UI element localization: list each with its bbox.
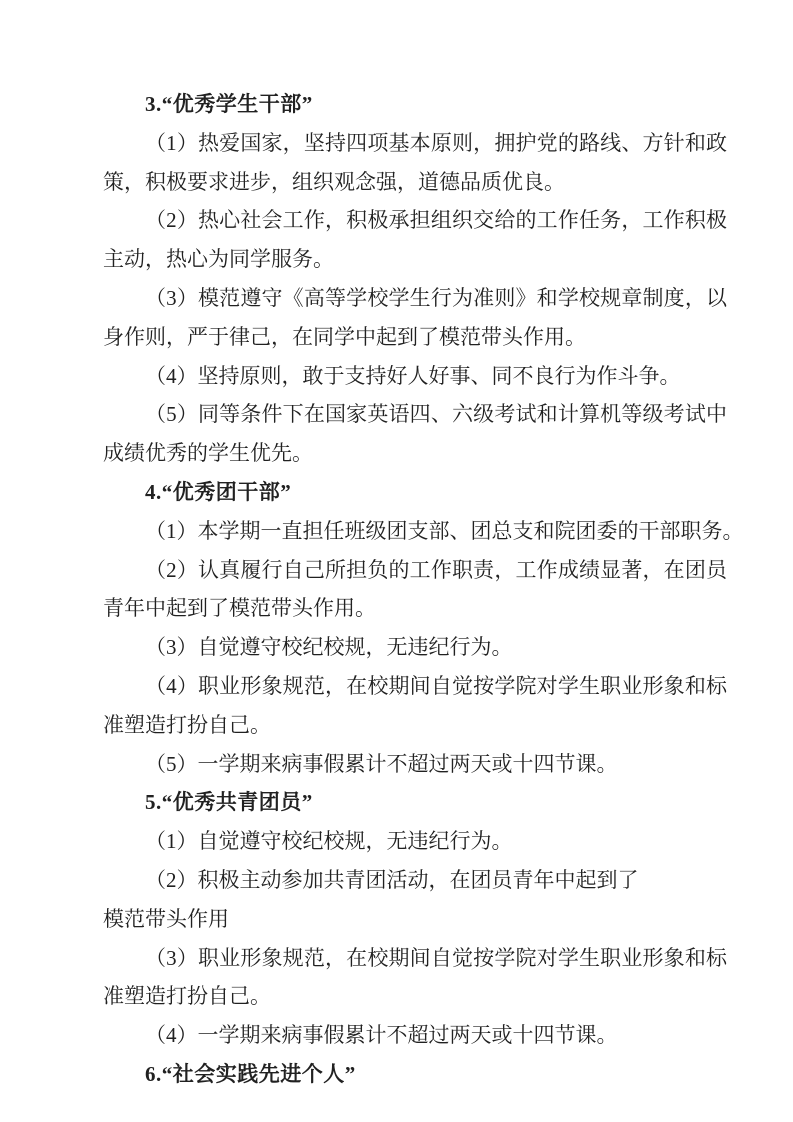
body-line: （2）积极主动参加共青团活动，在团员青年中起到了 <box>145 867 639 892</box>
section-outstanding-student-cadre <box>103 85 727 473</box>
body-line: 主动，热心为同学服务。 <box>103 247 334 272</box>
body-line: （1）本学期一直担任班级团支部、团总支和院团委的干部职务。 <box>145 518 744 543</box>
body-line: 准塑造打扮自己。 <box>103 984 271 1009</box>
heading-line: 5.“优秀共青团员” <box>145 790 313 815</box>
body-line: （4）坚持原则，敢于支持好人好事、同不良行为作斗争。 <box>145 363 681 388</box>
body-line: 成绩优秀的学生优先。 <box>103 441 313 466</box>
body-line: （1）自觉遵守校纪校规，无违纪行为。 <box>145 829 513 854</box>
body-line: （5）一学期来病事假累计不超过两天或十四节课。 <box>145 751 618 776</box>
body-line: （3）职业形象规范，在校期间自觉按学院对学生职业形象和标 <box>145 945 727 970</box>
section-outstanding-league-cadre <box>103 473 744 783</box>
body-line: （2）认真履行自己所担负的工作职责，工作成绩显著，在团员 <box>145 557 727 582</box>
body-line: 准塑造打扮自己。 <box>103 712 271 737</box>
section-social-practice-advanced-individual <box>103 1055 727 1094</box>
body-line: （5）同等条件下在国家英语四、六级考试和计算机等级考试中 <box>145 402 727 427</box>
body-line: 模范带头作用 <box>103 906 229 931</box>
heading-line: 6.“社会实践先进个人” <box>145 1061 356 1086</box>
body-line: （3）模范遵守《高等学校学生行为准则》和学校规章制度，以 <box>145 285 727 310</box>
body-line: （1）热爱国家，坚持四项基本原则，拥护党的路线、方针和政 <box>145 130 727 155</box>
heading-line: 3.“优秀学生干部” <box>145 92 313 116</box>
body-line: 策，积极要求进步，组织观念强，道德品质优良。 <box>103 169 565 194</box>
body-line: （4）职业形象规范，在校期间自觉按学院对学生职业形象和标 <box>145 673 727 698</box>
section-outstanding-league-member <box>103 783 727 1055</box>
body-line: （4）一学期来病事假累计不超过两天或十四节课。 <box>145 1023 618 1048</box>
heading-line: 4.“优秀团干部” <box>145 479 292 504</box>
body-line: （2）热心社会工作，积极承担组织交给的工作任务，工作积极 <box>145 208 727 233</box>
body-line: （3）自觉遵守校纪校规，无违纪行为。 <box>145 635 513 660</box>
body-line: 身作则，严于律己，在同学中起到了模范带头作用。 <box>103 324 586 349</box>
body-line: 青年中起到了模范带头作用。 <box>103 596 376 621</box>
